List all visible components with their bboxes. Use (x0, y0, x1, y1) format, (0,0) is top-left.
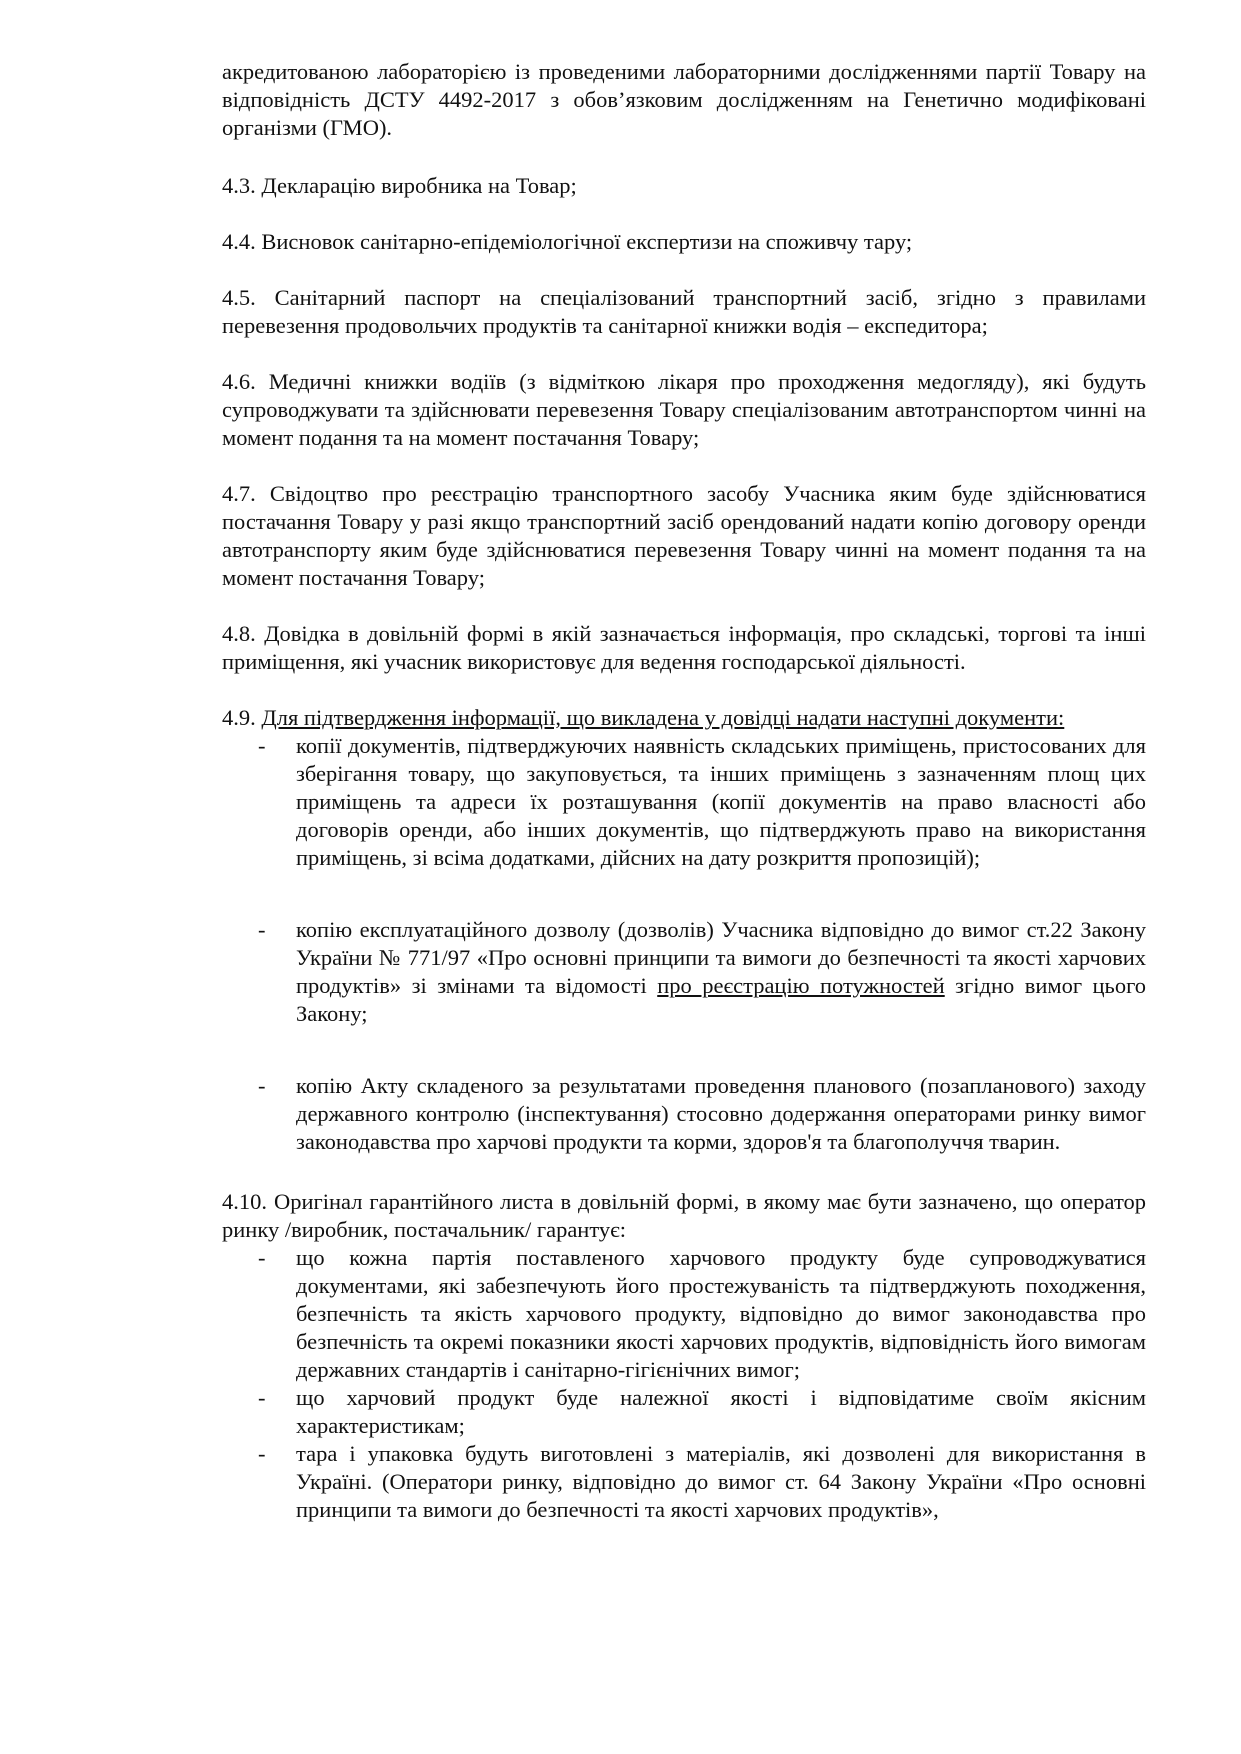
clause-4-5: 4.5. Санітарний паспорт на спеціалізований транспортний засіб, згідно з правилами перевезення продовольчих продуктів та санітарної книжки водія – експедитора; (222, 285, 1146, 338)
clause-4-8: 4.8. Довідка в довільній формі в якій зазначається інформація, про складські, торгові та інші приміщення, які учасник використовує для ведення господарської діяльності. (222, 621, 1146, 674)
list-dash: - (258, 917, 266, 942)
clause-4-9-number: 4.9. (222, 705, 256, 730)
clause-4-7: 4.7. Свідоцтво про реєстрацію транспортного засобу Учасника яким буде здійснюватися постачання Товару у разі якщо транспортний засіб орендований надати копію договору оренди автотранспорту яким буде здійснюватися перевезення Товару чинні на момент подання та на момент постачання Товару; (222, 481, 1146, 590)
clause-4-6: 4.6. Медичні книжки водіїв (з відміткою лікаря про проходження медогляду), які будуть супроводжувати та здійснювати перевезення Товару спеціалізованим автотранспортом чинні на момент подання та на момент постачання Товару; (222, 369, 1146, 450)
list-item (222, 1244, 1146, 1384)
list-item (222, 1440, 1146, 1524)
list-item-text: згідно вимог цього Закону; (296, 973, 1146, 1026)
clause-4-4: 4.4. Висновок санітарно-епідеміологічної експертизи на споживчу тару; (222, 229, 913, 254)
list-dash: - (258, 1073, 266, 1098)
list-dash: - (258, 1385, 266, 1410)
list-item (222, 916, 1146, 1028)
clause-4-10: 4.10. Оригінал гарантійного листа в довільній формі, в якому має бути зазначено, що оператор ринку /виробник, постачальник/ гарантує: (222, 1189, 1146, 1242)
list-dash: - (258, 1441, 266, 1466)
list-item-text: копії документів, підтверджуючих наявність складських приміщень, пристосованих для зберігання товару, що закуповується, та інших приміщень з зазначенням площ цих приміщень та адреси їх розташування (копії документів на право власності або договорів оренди, або інших документів, що підтверджують право на використання приміщень, зі всіма додатками, дійсних на дату розкриття пропозицій); (296, 733, 1146, 870)
list-dash: - (258, 1245, 266, 1270)
list-dash: - (258, 733, 266, 758)
list-item (222, 1072, 1146, 1156)
clause-4-3: 4.3. Декларацію виробника на Товар; (222, 173, 577, 198)
list-item-text: тара і упаковка будуть виготовлені з матеріалів, які дозволені для використання в Україні. (Оператори ринку, відповідно до вимог ст. 64 Закону України «Про основні принципи та вимоги до безпечності та якості харчових продуктів», (296, 1441, 1146, 1522)
clause-4-9 (222, 704, 1146, 732)
clause-4-10-list (222, 1244, 1146, 1524)
list-item-text: що харчовий продукт буде належної якості і відповідатиме своїм якісним характеристикам; (296, 1385, 1146, 1438)
list-item-text: що кожна партія поставленого харчового продукту буде супроводжуватися документами, які забезпечують його простежуваність та підтверджують походження, безпечність та якість харчового продукту, відповідно до вимог законодавства про безпечність та окремі показники якості харчових продуктів, відповідність його вимогам державних стандартів і санітарно-гігієнічних вимог; (296, 1245, 1146, 1382)
list-item-text: копію Акту складеного за результатами проведення планового (позапланового) заходу державного контролю (інспектування) стосовно додержання операторами ринку вимог законодавства про харчові продукти та корми, здоров'я та благополуччя тварин. (296, 1073, 1146, 1154)
list-item-underlined-text: про реєстрацію потужностей (657, 973, 945, 998)
intro-paragraph: акредитованою лабораторією із проведеними лабораторними дослідженнями партії Товару на відповідність ДСТУ 4492-2017 з обов’язковим дослідженням на Генетично модифіковані організми (ГМО). (222, 59, 1146, 140)
document-page (222, 58, 1146, 1524)
clause-4-9-heading: Для підтвердження інформації, що викладена у довідці надати наступні документи: (261, 705, 1065, 730)
list-item-text: копію експлуатаційного дозволу (дозволів) Учасника відповідно до вимог ст.22 Закону України № 771/97 «Про основні принципи та вимоги до безпечності та якості харчових продуктів» зі змінами та відомості (296, 917, 1146, 998)
list-item (222, 732, 1146, 872)
clause-4-9-list (222, 732, 1146, 1156)
list-item (222, 1384, 1146, 1440)
